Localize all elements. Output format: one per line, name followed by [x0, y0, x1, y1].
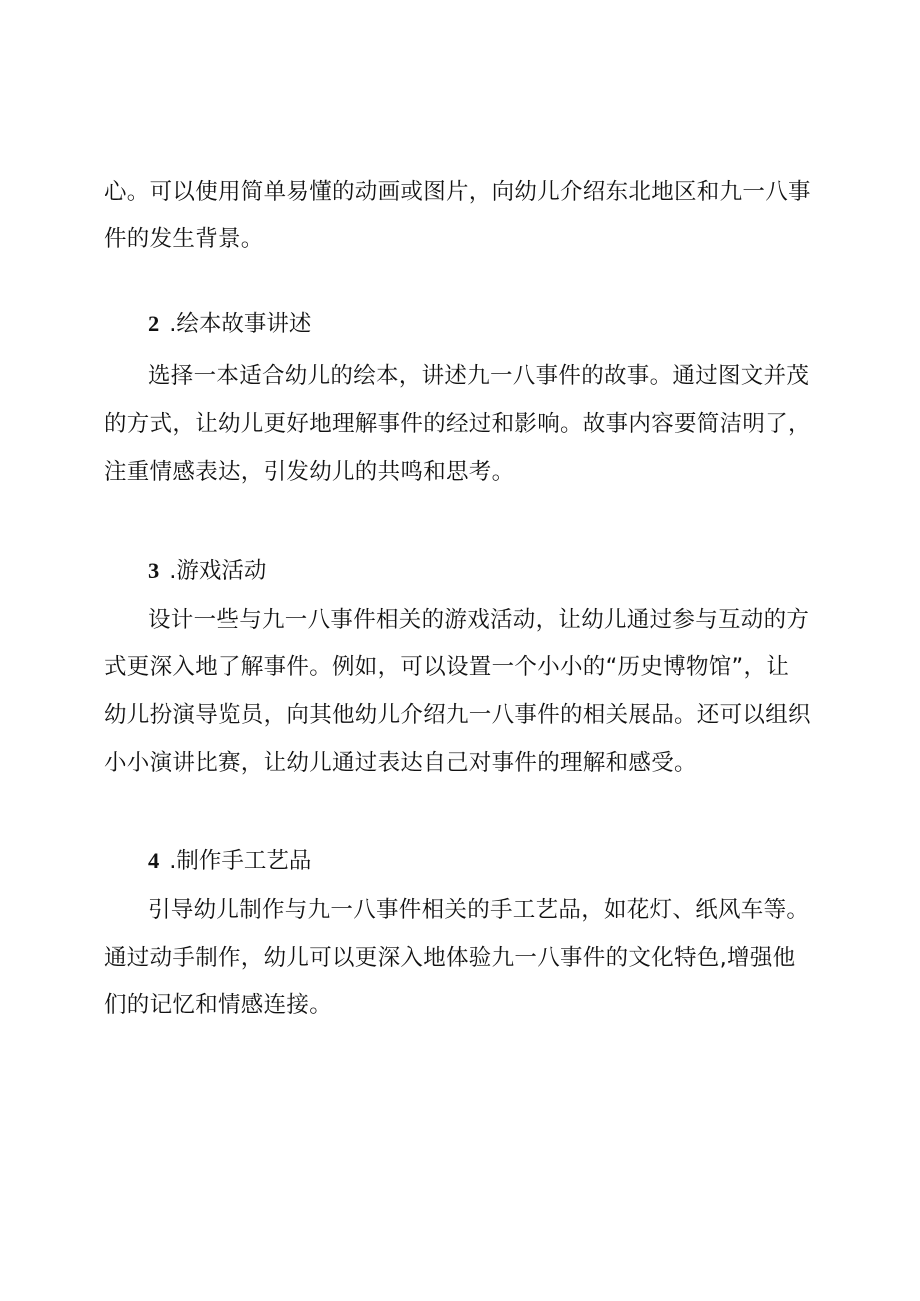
section-4-line-2: 通过动手制作，幼儿可以更深入地体验九一八事件的文化特色,增强他: [104, 945, 796, 971]
section-2-number: 2: [148, 311, 160, 336]
section-4-line-1: 引导幼儿制作与九一八事件相关的手工艺品，如花灯、纸风车等。: [148, 897, 810, 923]
section-3-title: .游戏活动: [169, 558, 267, 584]
section-4-heading: [148, 846, 311, 876]
intro-line-1: 心。可以使用简单易懂的动画或图片，向幼儿介绍东北地区和九一八事: [104, 179, 811, 205]
section-3-line-2: 式更深入地了解事件。例如，可以设置一个小小的“历史博物馆”，让: [104, 654, 790, 680]
section-2-heading: [148, 309, 311, 339]
section-2-line-2: 的方式，让幼儿更好地理解事件的经过和影响。故事内容要简洁明了，: [104, 411, 811, 437]
section-3-line-3: 幼儿扮演导览员，向其他幼儿介绍九一八事件的相关展品。还可以组织: [104, 702, 811, 728]
section-4-line-3: 们的记忆和情感连接。: [104, 992, 333, 1018]
section-2-line-3: 注重情感表达，引发幼儿的共鸣和思考。: [104, 459, 515, 485]
section-3-heading: [148, 556, 266, 586]
section-3-line-1: 设计一些与九一八事件相关的游戏活动，让幼儿通过参与互动的方: [148, 607, 810, 633]
section-2-line-1: 选择一本适合幼儿的绘本，讲述九一八事件的故事。通过图文并茂: [148, 363, 810, 389]
section-2-title: .绘本故事讲述: [169, 311, 312, 337]
section-3-line-4: 小小演讲比赛，让幼儿通过表达自己对事件的理解和感受。: [104, 750, 697, 776]
section-4-number: 4: [148, 848, 160, 873]
section-3-number: 3: [148, 558, 160, 583]
intro-line-2: 件的发生背景。: [104, 226, 264, 252]
section-4-title: .制作手工艺品: [169, 848, 312, 874]
